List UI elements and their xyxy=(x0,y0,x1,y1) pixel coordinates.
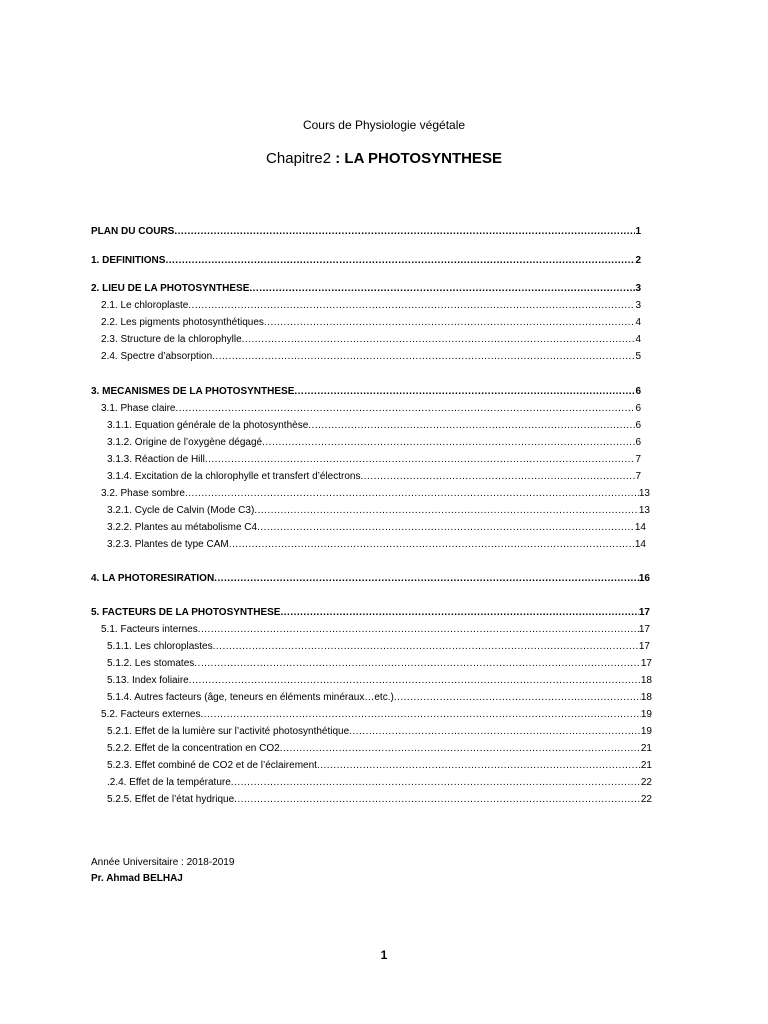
toc-entry-label: 5.13. Index foliaire xyxy=(107,675,189,686)
toc-entry-label: 3.2.1. Cycle de Calvin (Mode C3) xyxy=(107,505,255,516)
toc-entry-label: 2.3. Structure de la chlorophylle xyxy=(101,334,242,345)
toc-leader-dots xyxy=(308,419,635,433)
toc-entry-page: 18 xyxy=(640,692,652,703)
toc-entry-page: 3 xyxy=(635,300,641,311)
toc-entry xyxy=(101,299,641,313)
toc-entry-page: 22 xyxy=(640,777,652,788)
toc-entry xyxy=(107,436,641,450)
toc-entry-label: 5.1.1. Les chloroplastes xyxy=(107,641,213,652)
toc-entry xyxy=(91,254,641,268)
toc-entry xyxy=(101,623,650,637)
toc-entry-page: 6 xyxy=(635,437,641,448)
toc-entry xyxy=(91,606,650,620)
toc-entry-page: 13 xyxy=(638,488,650,499)
toc-entry xyxy=(107,674,652,688)
toc-leader-dots xyxy=(231,776,641,790)
toc-entry-label: 3.1.1. Equation générale de la photosynthèse xyxy=(107,420,309,431)
toc-entry xyxy=(91,282,641,296)
toc-entry-label: 3. MECANISMES DE LA PHOTOSYNTHESE xyxy=(91,386,295,397)
toc-leader-dots xyxy=(349,725,641,739)
toc-leader-dots xyxy=(201,708,641,722)
toc-entry-label: 5.1.2. Les stomates xyxy=(107,658,195,669)
toc-entry-page: 4 xyxy=(635,334,641,345)
toc-entry xyxy=(107,453,641,467)
toc-entry xyxy=(107,504,650,518)
toc-leader-dots xyxy=(242,333,636,347)
toc-leader-dots xyxy=(294,385,635,399)
toc-entry-label: 2.2. Les pigments photosynthétiques xyxy=(101,317,264,328)
toc-entry xyxy=(101,333,641,347)
toc-entry xyxy=(101,708,652,722)
toc-leader-dots xyxy=(205,453,636,467)
toc-leader-dots xyxy=(174,225,635,239)
toc-entry-label: 3.2.3. Plantes de type CAM xyxy=(107,539,229,550)
toc-leader-dots xyxy=(264,316,636,330)
toc-entry xyxy=(107,419,641,433)
toc-leader-dots xyxy=(254,504,639,518)
toc-entry-label: 1. DEFINITIONS xyxy=(91,255,166,266)
toc-entry-label: 3.2. Phase sombre xyxy=(101,488,185,499)
toc-entry-page: 6 xyxy=(635,386,641,397)
toc-entry xyxy=(91,225,641,239)
toc-entry-label: 2. LIEU DE LA PHOTOSYNTHESE xyxy=(91,283,250,294)
toc-entry-page: 3 xyxy=(635,283,641,294)
toc-entry xyxy=(91,385,641,399)
toc-entry xyxy=(107,793,652,807)
toc-entry-label: 4. LA PHOTORESIRATION xyxy=(91,573,215,584)
toc-leader-dots xyxy=(176,402,636,416)
toc-entry xyxy=(107,521,646,535)
toc-leader-dots xyxy=(188,299,635,313)
toc-leader-dots xyxy=(262,436,635,450)
toc-entry-page: 19 xyxy=(640,709,652,720)
toc-leader-dots xyxy=(360,470,635,484)
chapter-name: : LA PHOTOSYNTHESE xyxy=(335,150,502,167)
toc-leader-dots xyxy=(214,572,639,586)
toc-leader-dots xyxy=(229,538,635,552)
toc-entry-label: 3.2.2. Plantes au métabolisme C4 xyxy=(107,522,258,533)
page-number: 1 xyxy=(380,948,388,962)
toc-entry xyxy=(107,759,652,773)
toc-entry xyxy=(107,657,652,671)
toc-leader-dots xyxy=(212,350,635,364)
toc-leader-dots xyxy=(280,742,641,756)
toc-entry xyxy=(101,316,641,330)
toc-entry-page: 13 xyxy=(638,505,650,516)
toc-entry xyxy=(101,487,650,501)
toc-entry-label: 5.1.4. Autres facteurs (âge, teneurs en éléments minéraux…etc.) xyxy=(107,692,394,703)
toc-entry-page: 22 xyxy=(640,794,652,805)
author: Pr. Ahmad BELHAJ xyxy=(91,873,183,884)
toc-entry-page: 14 xyxy=(634,522,646,533)
toc-leader-dots xyxy=(189,674,641,688)
toc-entry xyxy=(107,742,652,756)
toc-entry-page: 17 xyxy=(640,658,652,669)
toc-entry-label: 2.1. Le chloroplaste xyxy=(101,300,189,311)
toc-entry-label: 5. FACTEURS DE LA PHOTOSYNTHESE xyxy=(91,607,281,618)
toc-entry-label: 5.2.1. Effet de la lumière sur l’activité photosynthétique xyxy=(107,726,350,737)
toc-entry-page: 2 xyxy=(635,255,641,266)
chapter-title xyxy=(0,150,768,167)
toc-entry-label: 5.2.2. Effet de la concentration en CO2 xyxy=(107,743,280,754)
course-title: Cours de Physiologie végétale xyxy=(302,118,466,132)
toc-leader-dots xyxy=(249,282,635,296)
academic-year: Année Universitaire : 2018-2019 xyxy=(91,857,235,868)
toc-entry-page: 6 xyxy=(635,420,641,431)
toc-entry-page: 19 xyxy=(640,726,652,737)
toc-leader-dots xyxy=(257,521,635,535)
toc-entry xyxy=(101,402,641,416)
toc-entry-page: 7 xyxy=(635,454,641,465)
toc-leader-dots xyxy=(198,623,639,637)
toc-leader-dots xyxy=(280,606,638,620)
toc-entry-page: 17 xyxy=(638,641,650,652)
toc-entry xyxy=(107,470,641,484)
toc-entry-page: 4 xyxy=(635,317,641,328)
toc-leader-dots xyxy=(165,254,635,268)
toc-entry-label: 5.2. Facteurs externes xyxy=(101,709,201,720)
toc-entry xyxy=(107,538,646,552)
toc-entry xyxy=(107,640,650,654)
toc-entry-label: .2.4. Effet de la température xyxy=(107,777,231,788)
toc-entry-label: 5.1. Facteurs internes xyxy=(101,624,198,635)
toc-leader-dots xyxy=(213,640,639,654)
toc-entry-page: 5 xyxy=(635,351,641,362)
toc-entry-page: 21 xyxy=(640,743,652,754)
toc-entry-page: 17 xyxy=(638,624,650,635)
toc-entry-page: 17 xyxy=(638,607,650,618)
toc-leader-dots xyxy=(234,793,641,807)
toc-leader-dots xyxy=(185,487,639,501)
toc-entry-label: 5.2.3. Effet combiné de CO2 et de l’éclairement xyxy=(107,760,317,771)
toc-leader-dots xyxy=(394,691,641,705)
toc-entry-label: 5.2.5. Effet de l’état hydrique xyxy=(107,794,235,805)
chapter-prefix: Chapitre2 xyxy=(266,150,332,167)
toc-entry xyxy=(91,572,650,586)
toc-entry-page: 21 xyxy=(640,760,652,771)
toc-entry-page: 1 xyxy=(635,226,641,237)
toc-entry xyxy=(101,350,641,364)
toc-entry-label: 3.1. Phase claire xyxy=(101,403,176,414)
toc-entry-label: 3.1.4. Excitation de la chlorophylle et transfert d’électrons xyxy=(107,471,361,482)
toc-entry-label: 3.1.3. Réaction de Hill xyxy=(107,454,205,465)
toc-entry xyxy=(107,776,652,790)
toc-entry xyxy=(107,725,652,739)
toc-entry-page: 18 xyxy=(640,675,652,686)
toc-entry-page: 14 xyxy=(634,539,646,550)
toc-entry-label: PLAN DU COURS xyxy=(91,226,175,237)
toc-entry-page: 7 xyxy=(635,471,641,482)
toc-entry-page: 16 xyxy=(638,573,650,584)
toc-entry-label: 3.1.2. Origine de l’oxygène dégagé xyxy=(107,437,263,448)
toc-entry-label: 2.4. Spectre d’absorption xyxy=(101,351,213,362)
toc-entry xyxy=(107,691,652,705)
toc-leader-dots xyxy=(194,657,641,671)
toc-leader-dots xyxy=(317,759,641,773)
toc-entry-page: 6 xyxy=(635,403,641,414)
